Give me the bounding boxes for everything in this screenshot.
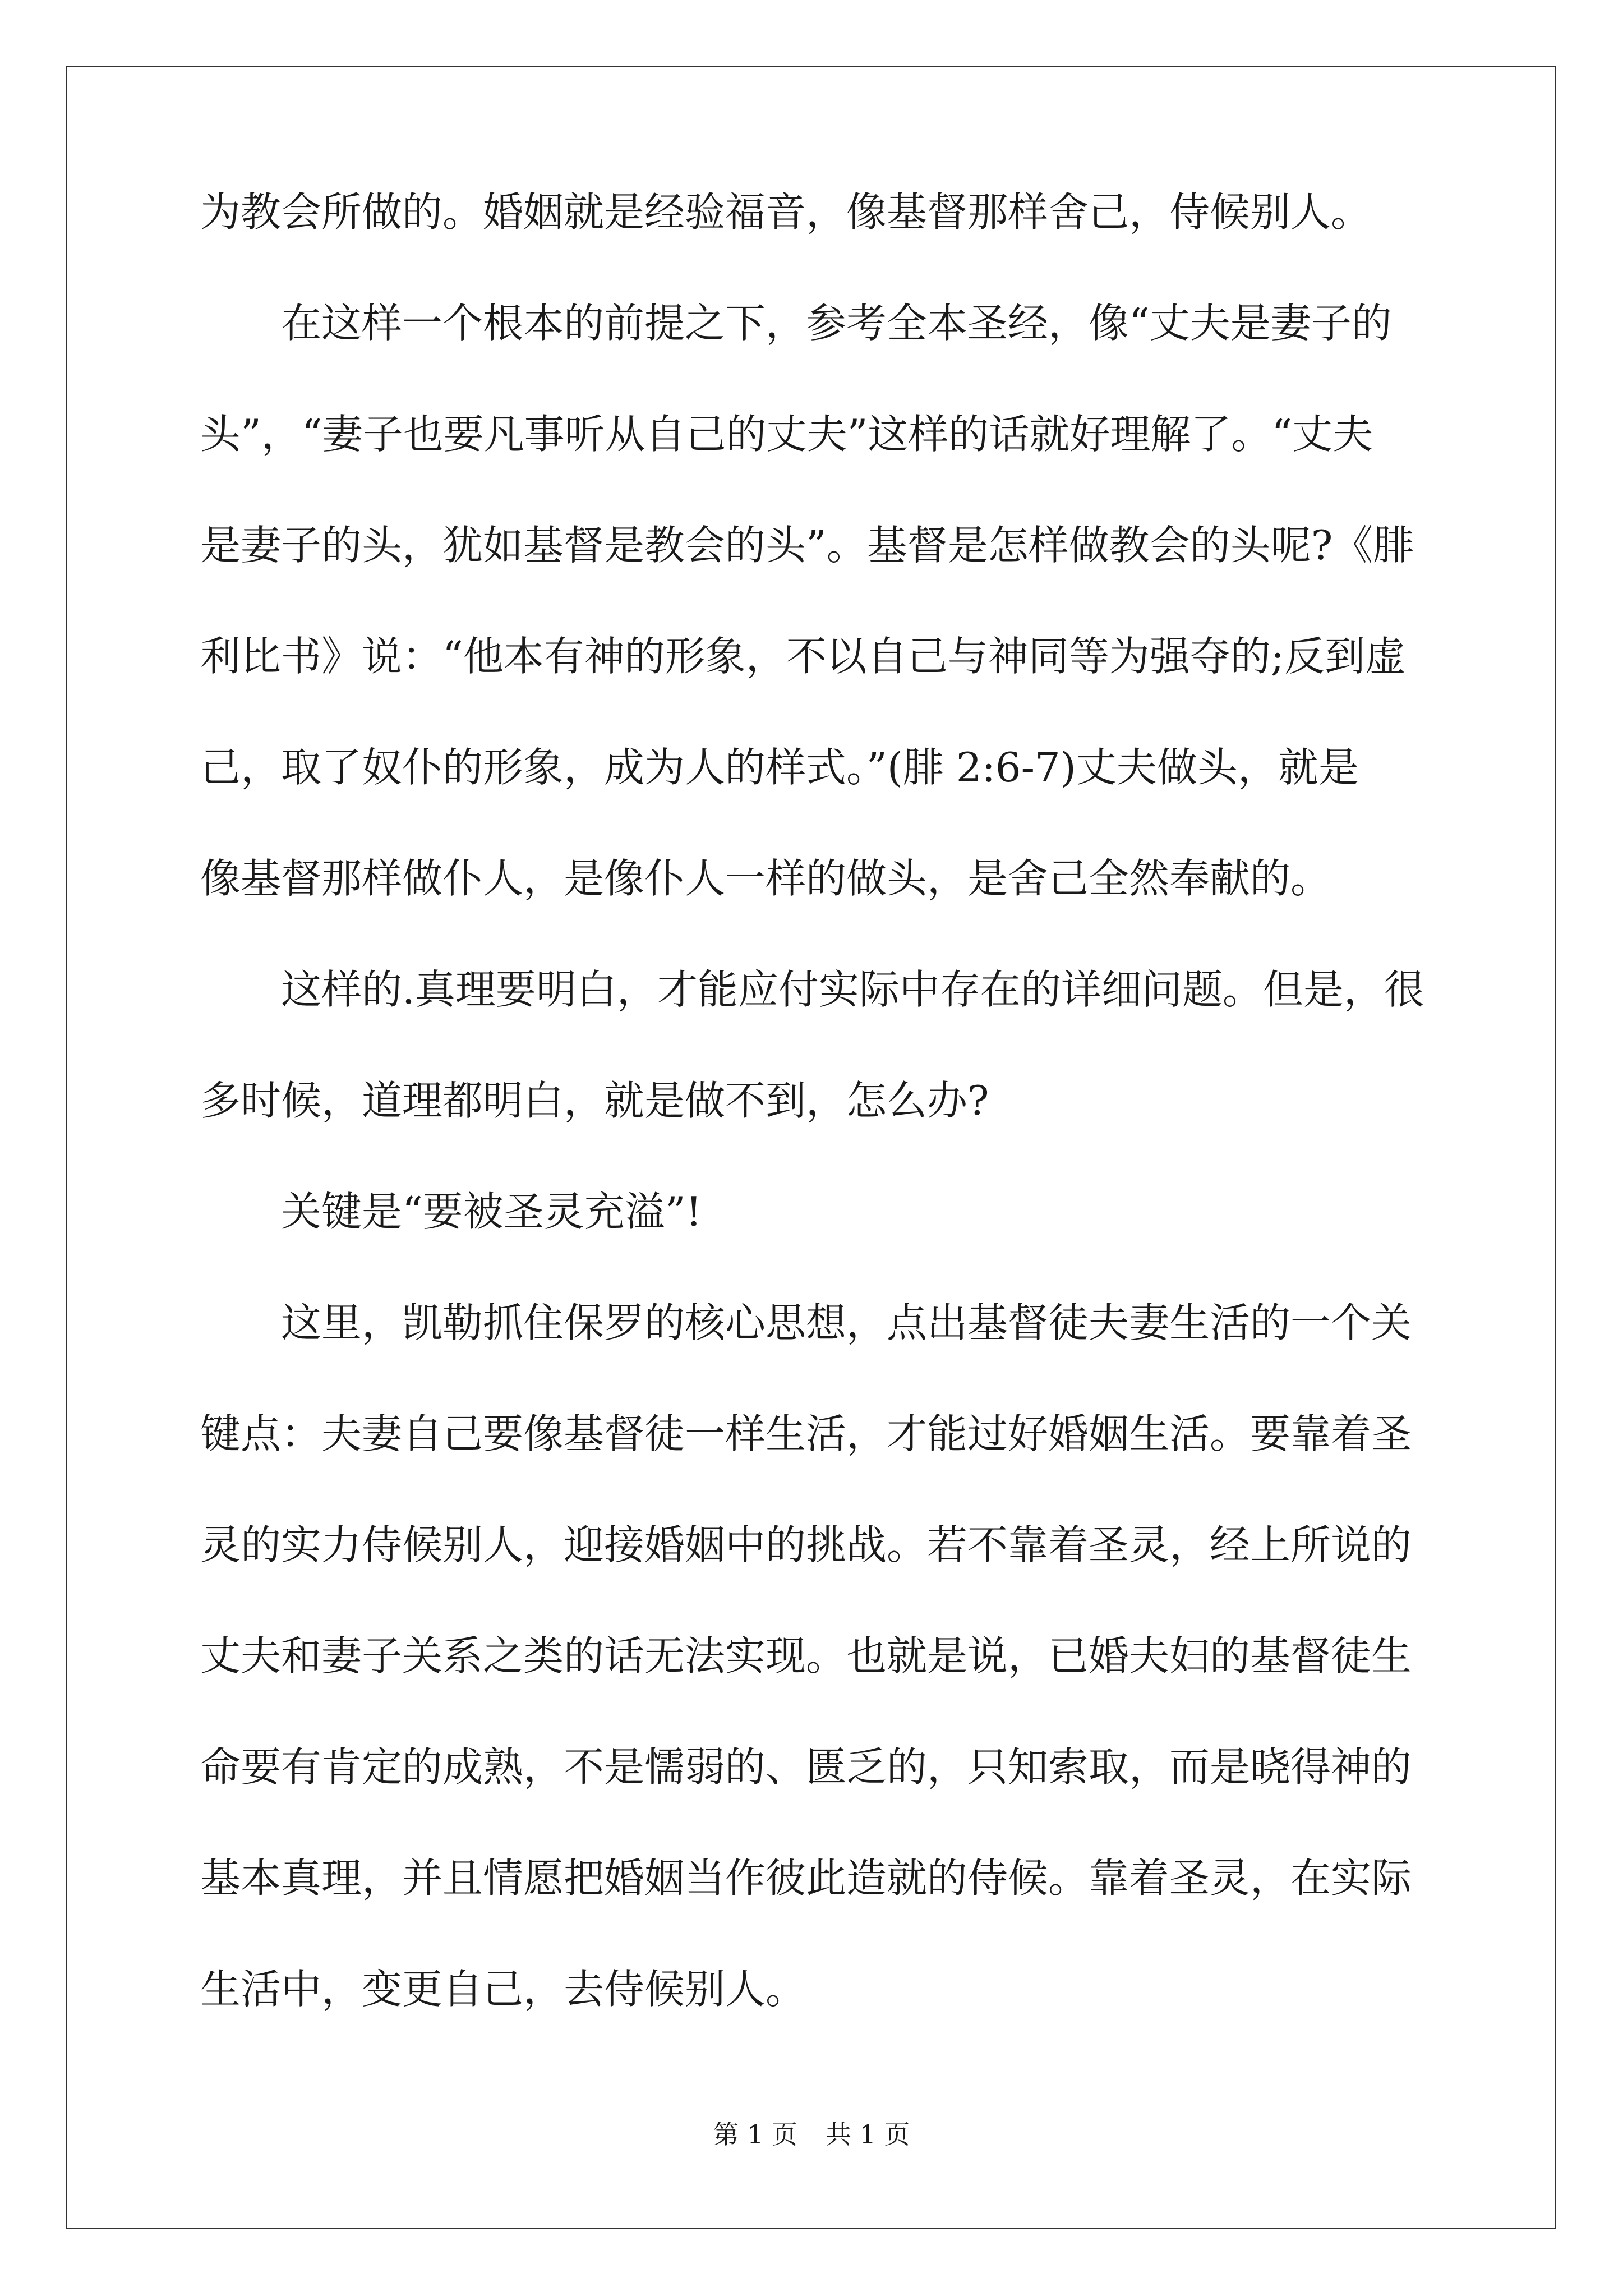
text-line: 这样的.真理要明白，才能应付实际中存在的详细问题。但是，很 xyxy=(200,966,1424,1013)
text-line: 是妻子的头，犹如基督是教会的头”。基督是怎样做教会的头呢?《腓 xyxy=(200,522,1414,569)
text-line: 丈夫和妻子关系之类的话无法实现。也就是说，已婚夫妇的基督徒生 xyxy=(200,1632,1412,1680)
text-line: 关键是“要被圣灵充溢”! xyxy=(200,1188,702,1235)
text-line: 多时候，道理都明白，就是做不到，怎么办? xyxy=(200,1077,989,1124)
text-line: 键点：夫妻自己要像基督徒一样生活，才能过好婚姻生活。要靠着圣 xyxy=(200,1410,1412,1457)
text-line: 灵的实力侍候别人，迎接婚姻中的挑战。若不靠着圣灵，经上所说的 xyxy=(200,1521,1412,1568)
page-number: 第 1 页 xyxy=(713,2119,797,2150)
text-line: 生活中，变更自己，去侍候别人。 xyxy=(200,1966,806,2013)
text-line: 在这样一个根本的前提之下，参考全本圣经，像“丈夫是妻子的 xyxy=(200,300,1392,347)
page-footer xyxy=(0,2118,1623,2151)
text-line: 这里，凯勒抓住保罗的核心思想，点出基督徒夫妻生活的一个关 xyxy=(200,1299,1412,1346)
text-line: 像基督那样做仆人，是像仆人一样的做头，是舍己全然奉献的。 xyxy=(200,855,1331,902)
text-line: 命要有肯定的成熟，不是懦弱的、匮乏的，只知索取，而是晓得神的 xyxy=(200,1743,1412,1791)
page-total: 共 1 页 xyxy=(826,2119,910,2150)
text-line: 基本真理，并且情愿把婚姻当作彼此造就的侍候。靠着圣灵，在实际 xyxy=(200,1855,1412,1902)
text-line: 为教会所做的。婚姻就是经验福音，像基督那样舍己，侍候别人。 xyxy=(200,188,1372,236)
text-line: 头”，“妻子也要凡事听从自己的丈夫”这样的话就好理解了。“丈夫 xyxy=(200,411,1373,458)
text-line: 利比书》说：“他本有神的形象，不以自己与神同等为强夺的;反到虚 xyxy=(200,633,1406,680)
text-line: 己，取了奴仆的形象，成为人的样式。”(腓 2:6-7)丈夫做头，就是 xyxy=(200,744,1359,791)
